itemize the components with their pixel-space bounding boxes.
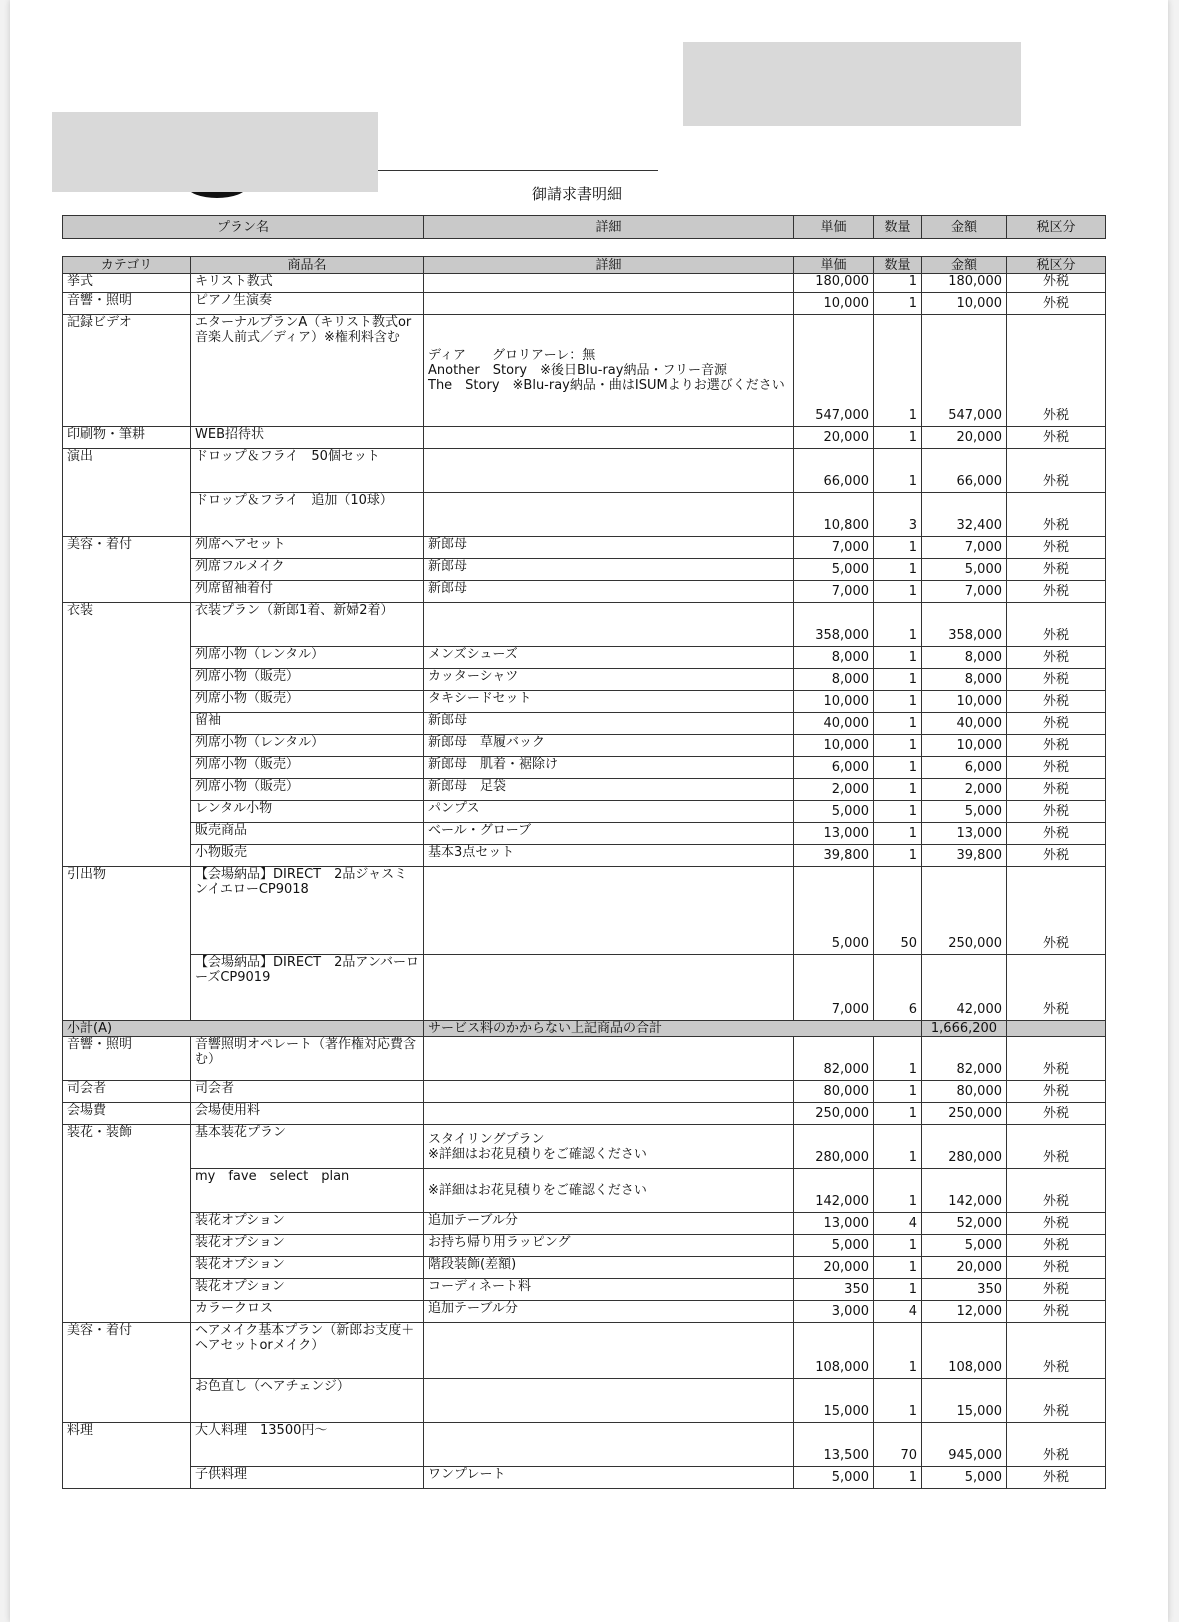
quantity-cell: 4 [874,1301,922,1323]
tax-type-cell: 外税 [1007,713,1106,735]
detail-cell: ディア グロリアーレ：無 Another Story ※後日Blu-ray納品・フリー音源 The Story ※Blu-ray納品・曲はISUMよりお選びください [424,315,794,427]
tax-type-cell: 外税 [1007,1379,1106,1423]
tax-type-cell: 外税 [1007,1213,1106,1235]
tax-type-cell: 外税 [1007,691,1106,713]
item-name-cell: 装花オプション [191,1257,424,1279]
plan-table [62,215,1106,239]
tax-type-cell: 外税 [1007,1125,1106,1169]
unit-price-cell: 40,000 [794,713,874,735]
quantity-cell: 1 [874,559,922,581]
tax-type-cell: 外税 [1007,1081,1106,1103]
quantity-cell: 1 [874,1467,922,1489]
tax-type-cell: 外税 [1007,845,1106,867]
unit-price-cell: 13,000 [794,1213,874,1235]
column-header: 数量 [874,257,922,274]
amount-cell: 80,000 [922,1081,1007,1103]
amount-cell: 547,000 [922,315,1007,427]
amount-cell: 13,000 [922,823,1007,845]
tax-type-cell: 外税 [1007,1235,1106,1257]
amount-cell: 10,000 [922,691,1007,713]
tax-type-cell: 外税 [1007,823,1106,845]
amount-cell: 20,000 [922,427,1007,449]
table-row [63,823,1106,845]
detail-cell: メンズシューズ [424,647,794,669]
table-row [63,647,1106,669]
unit-price-cell: 5,000 [794,801,874,823]
table-row [63,315,1106,427]
amount-cell: 8,000 [922,647,1007,669]
unit-price-cell: 10,000 [794,691,874,713]
detail-cell [424,274,794,293]
quantity-cell: 1 [874,293,922,315]
amount-cell: 42,000 [922,955,1007,1021]
amount-cell: 5,000 [922,801,1007,823]
detail-cell: ワンプレート [424,1467,794,1489]
detail-cell: 基本3点セット [424,845,794,867]
amount-cell: 2,000 [922,779,1007,801]
table-row [63,801,1106,823]
unit-price-cell: 142,000 [794,1169,874,1213]
category-cell: 衣装 [63,603,191,867]
unit-price-cell: 20,000 [794,427,874,449]
unit-price-cell: 15,000 [794,1379,874,1423]
amount-cell: 142,000 [922,1169,1007,1213]
quantity-cell: 1 [874,603,922,647]
item-name-cell: 列席小物（販売） [191,669,424,691]
table-row [63,1125,1106,1169]
quantity-cell: 1 [874,691,922,713]
amount-cell: 52,000 [922,1213,1007,1235]
amount-cell: 6,000 [922,757,1007,779]
quantity-cell: 6 [874,955,922,1021]
detail-cell: 階段装飾(差額) [424,1257,794,1279]
tax-type-cell: 外税 [1007,669,1106,691]
detail-cell: 新郎母 肌着・裾除け [424,757,794,779]
detail-cell: ベール・グローブ [424,823,794,845]
detail-cell [424,449,794,493]
category-cell: 印刷物・筆耕 [63,427,191,449]
item-name-cell: 【会場納品】DIRECT 2品アンバーローズCP9019 [191,955,424,1021]
table-row [63,1257,1106,1279]
table-row [63,537,1106,559]
tax-type-cell: 外税 [1007,757,1106,779]
item-name-cell: 留袖 [191,713,424,735]
amount-cell: 5,000 [922,1467,1007,1489]
detail-cell: お持ち帰り用ラッピング [424,1235,794,1257]
amount-cell: 8,000 [922,669,1007,691]
item-name-cell: 列席小物（レンタル） [191,735,424,757]
amount-cell: 20,000 [922,1257,1007,1279]
table-row [63,845,1106,867]
unit-price-cell: 13,000 [794,823,874,845]
tax-type-cell: 外税 [1007,427,1106,449]
unit-price-cell: 20,000 [794,1257,874,1279]
unit-price-cell: 10,800 [794,493,874,537]
table-row [63,691,1106,713]
detail-cell: 新郎母 [424,713,794,735]
column-header: 詳細 [424,257,794,274]
unit-price-cell: 108,000 [794,1323,874,1379]
tax-type-cell: 外税 [1007,735,1106,757]
category-cell: 音響・照明 [63,1037,191,1081]
detail-cell: 新郎母 [424,537,794,559]
amount-cell: 7,000 [922,581,1007,603]
table-row [63,757,1106,779]
item-name-cell: WEB招待状 [191,427,424,449]
tax-type-cell: 外税 [1007,449,1106,493]
table-row [63,581,1106,603]
detail-cell [424,1081,794,1103]
amount-cell: 358,000 [922,603,1007,647]
item-name-cell: 司会者 [191,1081,424,1103]
tax-type-cell: 外税 [1007,537,1106,559]
quantity-cell: 70 [874,1423,922,1467]
detail-cell [424,1037,794,1081]
tax-type-cell: 外税 [1007,647,1106,669]
detail-cell: 追加テーブル分 [424,1301,794,1323]
amount-cell: 280,000 [922,1125,1007,1169]
quantity-cell: 1 [874,315,922,427]
quantity-cell: 1 [874,713,922,735]
detail-cell [424,603,794,647]
tax-type-cell: 外税 [1007,581,1106,603]
item-name-cell: 装花オプション [191,1213,424,1235]
unit-price-cell: 10,000 [794,735,874,757]
amount-cell: 15,000 [922,1379,1007,1423]
amount-cell: 39,800 [922,845,1007,867]
tax-type-cell: 外税 [1007,1103,1106,1125]
amount-cell: 5,000 [922,559,1007,581]
detail-cell [424,1103,794,1125]
item-name-cell: 装花オプション [191,1279,424,1301]
tax-type-cell: 外税 [1007,1037,1106,1081]
item-name-cell: カラークロス [191,1301,424,1323]
tax-type-cell: 外税 [1007,274,1106,293]
unit-price-cell: 250,000 [794,1103,874,1125]
quantity-cell: 1 [874,1323,922,1379]
detail-cell [424,493,794,537]
plan-header-cell: 数量 [874,216,922,239]
address-underline [378,170,658,171]
plan-header-cell: 詳細 [424,216,794,239]
invoice-table [62,256,1106,1489]
item-name-cell: 列席ヘアセット [191,537,424,559]
tax-type-cell: 外税 [1007,955,1106,1021]
plan-header-cell: 単価 [794,216,874,239]
quantity-cell: 3 [874,493,922,537]
quantity-cell: 1 [874,449,922,493]
quantity-cell: 1 [874,581,922,603]
unit-price-cell: 5,000 [794,1467,874,1489]
unit-price-cell: 8,000 [794,647,874,669]
item-name-cell: エターナルプランA（キリスト教式or音楽人前式／ディア）※権利料含む [191,315,424,427]
quantity-cell: 1 [874,801,922,823]
detail-cell: タキシードセット [424,691,794,713]
quantity-cell: 1 [874,779,922,801]
item-name-cell: 【会場納品】DIRECT 2品ジャスミンイエローCP9018 [191,867,424,955]
plan-header-cell: 金額 [922,216,1007,239]
tax-type-cell: 外税 [1007,1169,1106,1213]
tax-type-cell: 外税 [1007,801,1106,823]
table-row [63,1467,1106,1489]
quantity-cell: 1 [874,1257,922,1279]
quantity-cell: 1 [874,1081,922,1103]
detail-cell: コーディネート料 [424,1279,794,1301]
detail-cell [424,1323,794,1379]
table-row [63,293,1106,315]
amount-cell: 10,000 [922,735,1007,757]
column-header: 金額 [922,257,1007,274]
item-name-cell: 列席小物（販売） [191,779,424,801]
table-row [63,669,1106,691]
category-cell: 音響・照明 [63,293,191,315]
item-name-cell: キリスト教式 [191,274,424,293]
redacted-block-top-left [52,112,378,192]
item-name-cell: お色直し（ヘアチェンジ） [191,1379,424,1423]
table-row [63,1081,1106,1103]
subtotal-row [63,1021,1106,1037]
quantity-cell: 1 [874,845,922,867]
item-name-cell: my fave select plan [191,1169,424,1213]
subtotal-detail: サービス料のかからない上記商品の合計 [424,1021,922,1037]
detail-cell: パンプス [424,801,794,823]
item-name-cell: 基本装花プラン [191,1125,424,1169]
detail-cell: 追加テーブル分 [424,1213,794,1235]
item-name-cell: 子供料理 [191,1467,424,1489]
quantity-cell: 1 [874,537,922,559]
tax-type-cell: 外税 [1007,1301,1106,1323]
unit-price-cell: 82,000 [794,1037,874,1081]
category-cell: 美容・着付 [63,1323,191,1423]
unit-price-cell: 5,000 [794,867,874,955]
tax-type-cell: 外税 [1007,1467,1106,1489]
table-row [63,274,1106,293]
detail-cell: スタイリングプラン ※詳細はお花見積りをご確認ください [424,1125,794,1169]
table-row [63,1279,1106,1301]
table-row [63,427,1106,449]
column-header: 単価 [794,257,874,274]
item-name-cell: 小物販売 [191,845,424,867]
unit-price-cell: 280,000 [794,1125,874,1169]
unit-price-cell: 358,000 [794,603,874,647]
column-header: 税区分 [1007,257,1106,274]
item-name-cell: 装花オプション [191,1235,424,1257]
detail-cell [424,293,794,315]
detail-cell: カッターシャツ [424,669,794,691]
tax-type-cell: 外税 [1007,315,1106,427]
detail-cell [424,955,794,1021]
detail-cell [424,1423,794,1467]
table-row [63,1169,1106,1213]
detail-cell: 新郎母 [424,559,794,581]
column-header: 商品名 [191,257,424,274]
unit-price-cell: 3,000 [794,1301,874,1323]
quantity-cell: 1 [874,757,922,779]
unit-price-cell: 39,800 [794,845,874,867]
amount-cell: 108,000 [922,1323,1007,1379]
detail-cell [424,427,794,449]
unit-price-cell: 7,000 [794,537,874,559]
category-cell: 会場費 [63,1103,191,1125]
table-row [63,1235,1106,1257]
quantity-cell: 1 [874,1235,922,1257]
invoice-header-row [63,257,1106,274]
table-row [63,1323,1106,1379]
column-header: カテゴリ [63,257,191,274]
unit-price-cell: 547,000 [794,315,874,427]
unit-price-cell: 180,000 [794,274,874,293]
quantity-cell: 1 [874,735,922,757]
redacted-block-top-right [683,42,1021,126]
category-cell: 料理 [63,1423,191,1489]
quantity-cell: 1 [874,823,922,845]
table-row [63,713,1106,735]
unit-price-cell: 10,000 [794,293,874,315]
amount-cell: 10,000 [922,293,1007,315]
item-name-cell: 列席小物（販売） [191,691,424,713]
subtotal-label: 小計(A) [63,1021,424,1037]
table-row [63,1379,1106,1423]
unit-price-cell: 80,000 [794,1081,874,1103]
plan-header-cell: プラン名 [63,216,424,239]
detail-cell [424,1379,794,1423]
quantity-cell: 1 [874,1037,922,1081]
quantity-cell: 1 [874,274,922,293]
item-name-cell: ドロップ＆フライ 50個セット [191,449,424,493]
item-name-cell: 衣装プラン（新郎1着、新婦2着） [191,603,424,647]
document-title: 御請求書明細 [532,185,623,203]
tax-type-cell: 外税 [1007,1279,1106,1301]
amount-cell: 250,000 [922,867,1007,955]
amount-cell: 250,000 [922,1103,1007,1125]
quantity-cell: 1 [874,1169,922,1213]
tax-type-cell: 外税 [1007,1257,1106,1279]
quantity-cell: 1 [874,647,922,669]
subtotal-empty-cell [1007,1021,1106,1037]
plan-header-row [63,216,1106,239]
item-name-cell: 販売商品 [191,823,424,845]
item-name-cell: ヘアメイク基本プラン（新郎お支度＋ヘアセットorメイク） [191,1323,424,1379]
category-cell: 装花・装飾 [63,1125,191,1323]
item-name-cell: 音響照明オペレート（著作権対応費含む） [191,1037,424,1081]
item-name-cell: ドロップ＆フライ 追加（10球） [191,493,424,537]
amount-cell: 32,400 [922,493,1007,537]
category-cell: 演出 [63,449,191,537]
item-name-cell: 大人料理 13500円～ [191,1423,424,1467]
table-row [63,735,1106,757]
detail-cell [424,867,794,955]
unit-price-cell: 6,000 [794,757,874,779]
tax-type-cell: 外税 [1007,1423,1106,1467]
quantity-cell: 1 [874,669,922,691]
tax-type-cell: 外税 [1007,867,1106,955]
amount-cell: 350 [922,1279,1007,1301]
unit-price-cell: 66,000 [794,449,874,493]
item-name-cell: レンタル小物 [191,801,424,823]
plan-header-cell: 税区分 [1007,216,1106,239]
table-row [63,1037,1106,1081]
unit-price-cell: 7,000 [794,955,874,1021]
tax-type-cell: 外税 [1007,559,1106,581]
tax-type-cell: 外税 [1007,1323,1106,1379]
amount-cell: 180,000 [922,274,1007,293]
item-name-cell: 列席フルメイク [191,559,424,581]
unit-price-cell: 7,000 [794,581,874,603]
category-cell: 記録ビデオ [63,315,191,427]
detail-cell: 新郎母 草履バック [424,735,794,757]
category-cell: 司会者 [63,1081,191,1103]
unit-price-cell: 350 [794,1279,874,1301]
quantity-cell: 1 [874,1279,922,1301]
amount-cell: 5,000 [922,1235,1007,1257]
item-name-cell: 会場使用料 [191,1103,424,1125]
table-row [63,1213,1106,1235]
amount-cell: 82,000 [922,1037,1007,1081]
quantity-cell: 50 [874,867,922,955]
tax-type-cell: 外税 [1007,603,1106,647]
tax-type-cell: 外税 [1007,493,1106,537]
unit-price-cell: 5,000 [794,1235,874,1257]
table-row [63,1103,1106,1125]
detail-cell: 新郎母 足袋 [424,779,794,801]
unit-price-cell: 5,000 [794,559,874,581]
category-cell: 挙式 [63,274,191,293]
table-row [63,449,1106,493]
table-row [63,867,1106,955]
table-row [63,1423,1106,1467]
quantity-cell: 4 [874,1213,922,1235]
unit-price-cell: 13,500 [794,1423,874,1467]
detail-cell: ※詳細はお花見積りをご確認ください [424,1169,794,1213]
amount-cell: 12,000 [922,1301,1007,1323]
table-row [63,603,1106,647]
item-name-cell: 列席小物（レンタル） [191,647,424,669]
amount-cell: 40,000 [922,713,1007,735]
tax-type-cell: 外税 [1007,293,1106,315]
quantity-cell: 1 [874,1103,922,1125]
item-name-cell: 列席小物（販売） [191,757,424,779]
category-cell: 引出物 [63,867,191,1021]
quantity-cell: 1 [874,427,922,449]
detail-cell: 新郎母 [424,581,794,603]
item-name-cell: ピアノ生演奏 [191,293,424,315]
amount-cell: 66,000 [922,449,1007,493]
table-row [63,1301,1106,1323]
subtotal-amount: 1,666,200 [922,1021,1007,1037]
tax-type-cell: 外税 [1007,779,1106,801]
unit-price-cell: 2,000 [794,779,874,801]
table-row [63,559,1106,581]
category-cell: 美容・着付 [63,537,191,603]
amount-cell: 7,000 [922,537,1007,559]
table-row [63,955,1106,1021]
unit-price-cell: 8,000 [794,669,874,691]
quantity-cell: 1 [874,1125,922,1169]
table-row [63,493,1106,537]
amount-cell: 945,000 [922,1423,1007,1467]
quantity-cell: 1 [874,1379,922,1423]
item-name-cell: 列席留袖着付 [191,581,424,603]
table-row [63,779,1106,801]
